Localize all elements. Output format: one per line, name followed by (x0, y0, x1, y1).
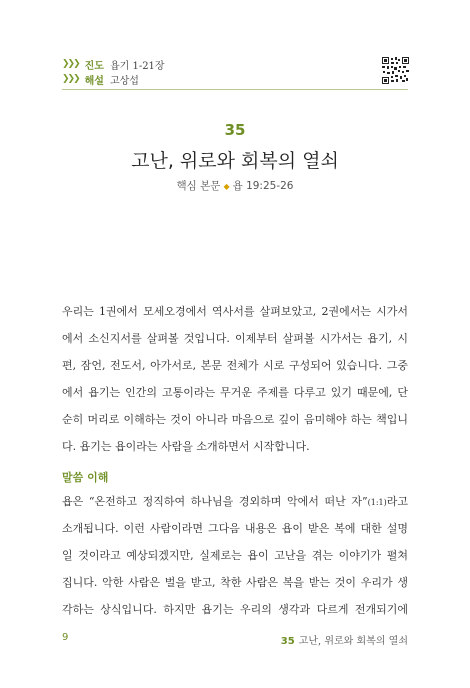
running-footer (281, 632, 408, 647)
section-paragraph (62, 488, 408, 623)
section-line: 집니다. 악한 사람은 벌을 받고, 착한 사람은 복을 받는 것이 우리가 생 (62, 576, 408, 589)
section-first-line (62, 488, 408, 515)
commentary-label: 해설 (84, 75, 104, 87)
triple-chevron-icon: ❯❯❯ (62, 74, 79, 84)
verse-reference: (1:1) (367, 498, 387, 507)
commentary-value: 고상섭 (109, 75, 139, 87)
header-progress-row (62, 56, 165, 72)
intro-paragraph (62, 298, 408, 460)
section-line: 소개됩니다. 이런 사람이라면 그다음 내용은 욥이 받은 복에 대한 설명 (62, 522, 408, 535)
section-line: 각하는 상식입니다. 하지만 욥기는 우리의 생각과 다르게 전개되기에 (62, 603, 408, 616)
section-heading: 말씀 이해 (62, 471, 109, 484)
header-commentary-row (62, 71, 139, 87)
intro-line: 순히 머리로 이해하는 것이 아니라 마음으로 깊이 음미해야 하는 책입니 (62, 413, 408, 426)
quote-suffix: 라고 (386, 495, 408, 508)
progress-value: 욥기 1-21장 (109, 60, 165, 72)
diamond-icon: ◆ (223, 182, 230, 191)
intro-line: 에서 소신지서를 살펴볼 것입니다. 이제부터 살펴볼 시가서는 욥기, 시 (62, 332, 408, 345)
footer-chapter-number: 35 (280, 636, 295, 647)
footer-chapter-title: 고난, 위로와 회복의 열쇠 (298, 636, 408, 647)
key-passage (0, 178, 470, 193)
section-line: 일 것이라고 예상되겠지만, 실제로는 욥이 고난을 겪는 이야기가 펼쳐 (62, 549, 408, 562)
progress-label: 진도 (84, 60, 104, 72)
intro-line: 에서 욥기는 인간의 고통이라는 무거운 주제를 다루고 있기 때문에, 단 (62, 386, 408, 399)
triple-chevron-icon: ❯❯❯ (62, 59, 79, 69)
qr-code-icon[interactable] (382, 57, 409, 84)
chapter-title: 고난, 위로와 회복의 열쇠 (131, 150, 339, 172)
passage-reference: 욥 19:25-26 (232, 180, 294, 192)
intro-line: 편, 잠언, 전도서, 아가서로, 본문 전체가 시로 구성되어 있습니다. 그중 (62, 359, 408, 372)
chapter-number: 35 (224, 121, 246, 139)
quote-text: 욥은 “온전하고 정직하여 하나님을 경외하며 악에서 떠난 자” (62, 495, 368, 508)
intro-line: 우리는 1권에서 모세오경에서 역사서를 살펴보았고, 2권에서는 시가서 (62, 305, 408, 318)
page-number: 9 (62, 632, 69, 643)
passage-label: 핵심 본문 (176, 180, 221, 192)
intro-line: 다. 욥기는 욥이라는 사람을 소개하면서 시작합니다. (62, 440, 310, 453)
header-divider (62, 89, 408, 90)
